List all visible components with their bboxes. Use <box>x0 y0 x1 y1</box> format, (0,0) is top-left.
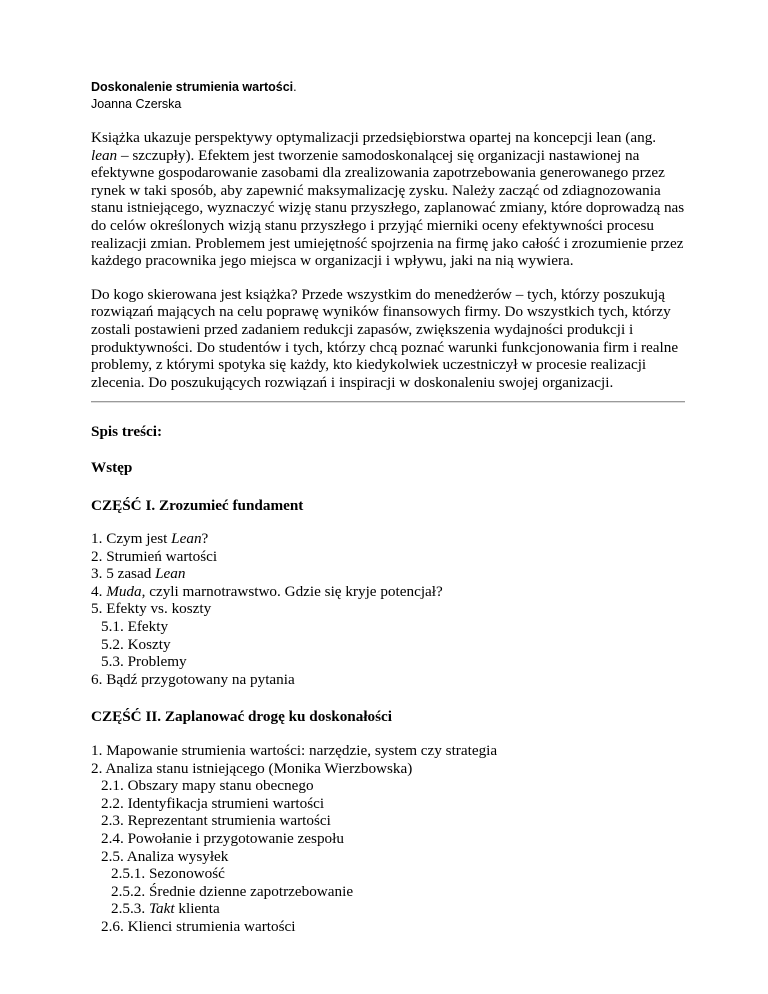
toc-entry <box>91 600 685 618</box>
toc-entry-text: 6. Bądź przygotowany na pytania <box>91 670 295 688</box>
document-header <box>91 79 685 113</box>
toc-entry-text: 3. 5 zasad <box>91 565 156 583</box>
description-p1-start: Książka ukazuje perspektywy optymalizacji przedsiębiorstwa opartej na koncepcji lean (ang. <box>91 129 657 146</box>
description-p1-end: – szczupły). Efektem jest tworzenie samodoskonalącej się organizacji nastawionej na efektywne gospodarowanie zasobami dla zrealizowania zapotrzebowania generowanego przez rynek w taki sposób, aby zapewnić maksymalizację zysku. Należy zacząć od zdiagnozowania stanu istniejącego, wyznaczyć wizję stanu przyszłego, zaplanować zmiany, które doprowadzą nas do celów określonych wizją stanu przyszłego i przyjąć mierniki oceny efektywności procesu realizacji zmian. Problemem jest umiejętność spojrzenia na firmę jako całość i zrozumienie przez każdego pracownika jego miejsca w organizacji i wpływu, jaki na nią wywiera. <box>91 146 685 270</box>
description-p1-italic: lean <box>91 146 118 164</box>
toc-entry-italic: Lean <box>171 530 202 548</box>
toc-entry <box>91 883 685 901</box>
toc-entry-text: 2.2. Identyfikacja strumieni wartości <box>101 794 325 812</box>
toc-entry <box>91 812 685 830</box>
part-2-heading: CZĘŚĆ II. Zaplanować drogę ku doskonałości <box>91 708 393 726</box>
toc-entry-text: 2. Strumień wartości <box>91 547 218 565</box>
book-title-line <box>91 79 685 96</box>
toc-entry-text: 2.5.1. Sezonowość <box>111 865 225 883</box>
description-paragraph-2: Do kogo skierowana jest książka? Przede wszystkim do menedżerów – tych, którzy poszukują rozwiązań mających na celu poprawę wyników finansowych firmy. Do wszystkich tych, którzy zostali postawieni przed zadaniem redukcji zapasów, zwiększenia wydajności produkcji i produktywności. Do studentów i tych, którzy chcą poznać warunki funkcjonowania firm i realne problemy, z którymi spotyka się każdy, kto kiedykolwiek uczestniczył w procesie realizacji zlecenia. Do poszukujących rozwiązań i inspiracji w doskonaleniu swojej organizacji. <box>91 285 679 391</box>
part-1-list <box>91 530 685 688</box>
toc-entry-italic: Muda <box>106 582 142 600</box>
toc-entry-italic: Takt <box>148 900 175 918</box>
toc-entry <box>91 760 685 778</box>
book-author: Joanna Czerska <box>91 97 182 111</box>
book-title: Doskonalenie strumienia wartości <box>91 80 294 94</box>
toc-entry <box>91 742 685 760</box>
toc-entry-text: 1. Mapowanie strumienia wartości: narzędzie, system czy strategia <box>91 742 498 760</box>
toc-entry <box>91 848 685 866</box>
toc-entry <box>91 777 685 795</box>
toc-entry-italic: Lean <box>155 565 186 583</box>
toc-entry-text-end: , czyli marnotrawstwo. Gdzie się kryje potencjał? <box>141 582 443 600</box>
toc-entry <box>91 671 685 689</box>
toc-entry <box>91 865 685 883</box>
toc-entry <box>91 548 685 566</box>
toc-entry <box>91 583 685 601</box>
toc-intro: Wstęp <box>91 458 133 476</box>
description-paragraph-1 <box>91 129 685 270</box>
part-1-heading: CZĘŚĆ I. Zrozumieć fundament <box>91 496 304 514</box>
toc-heading: Spis treści: <box>91 423 163 441</box>
book-title-suffix: . <box>293 80 297 94</box>
toc-entry-text: 1. Czym jest <box>91 530 172 548</box>
horizontal-divider <box>91 401 685 403</box>
toc-entry-text: 2.1. Obszary mapy stanu obecnego <box>101 777 314 795</box>
toc-entry <box>91 618 685 636</box>
toc-entry-text: 2.5. Analiza wysyłek <box>101 847 229 865</box>
toc-entry-text: 5.1. Efekty <box>101 618 169 636</box>
toc-entry <box>91 653 685 671</box>
toc-entry <box>91 565 685 583</box>
toc-entry-text: 2.5.3. <box>111 900 149 918</box>
toc-entry-text: 5.3. Problemy <box>101 653 187 671</box>
document-page <box>91 79 685 936</box>
toc-entry <box>91 636 685 654</box>
toc-entry-text: 2.5.2. Średnie dzienne zapotrzebowanie <box>111 882 354 900</box>
toc-entry-text: 2.4. Powołanie i przygotowanie zespołu <box>101 830 344 847</box>
toc-entry-text: 2.6. Klienci strumienia wartości <box>101 917 296 935</box>
toc-entry <box>91 795 685 813</box>
toc-entry-text-end: ? <box>201 530 209 548</box>
toc-entry <box>91 830 685 848</box>
toc-entry <box>91 918 685 936</box>
toc-entry-text: 5.2. Koszty <box>101 635 171 653</box>
toc-entry-text: 4. <box>91 582 107 600</box>
toc-entry-text-end: klienta <box>174 900 220 918</box>
part-2-list <box>91 742 685 936</box>
toc-entry-text: 2. Analiza stanu istniejącego (Monika Wierzbowska) <box>91 759 413 777</box>
toc-entry <box>91 900 685 918</box>
toc-entry <box>91 530 685 548</box>
toc-entry-text: 2.3. Reprezentant strumienia wartości <box>101 812 331 830</box>
toc-entry-text: 5. Efekty vs. koszty <box>91 600 212 618</box>
